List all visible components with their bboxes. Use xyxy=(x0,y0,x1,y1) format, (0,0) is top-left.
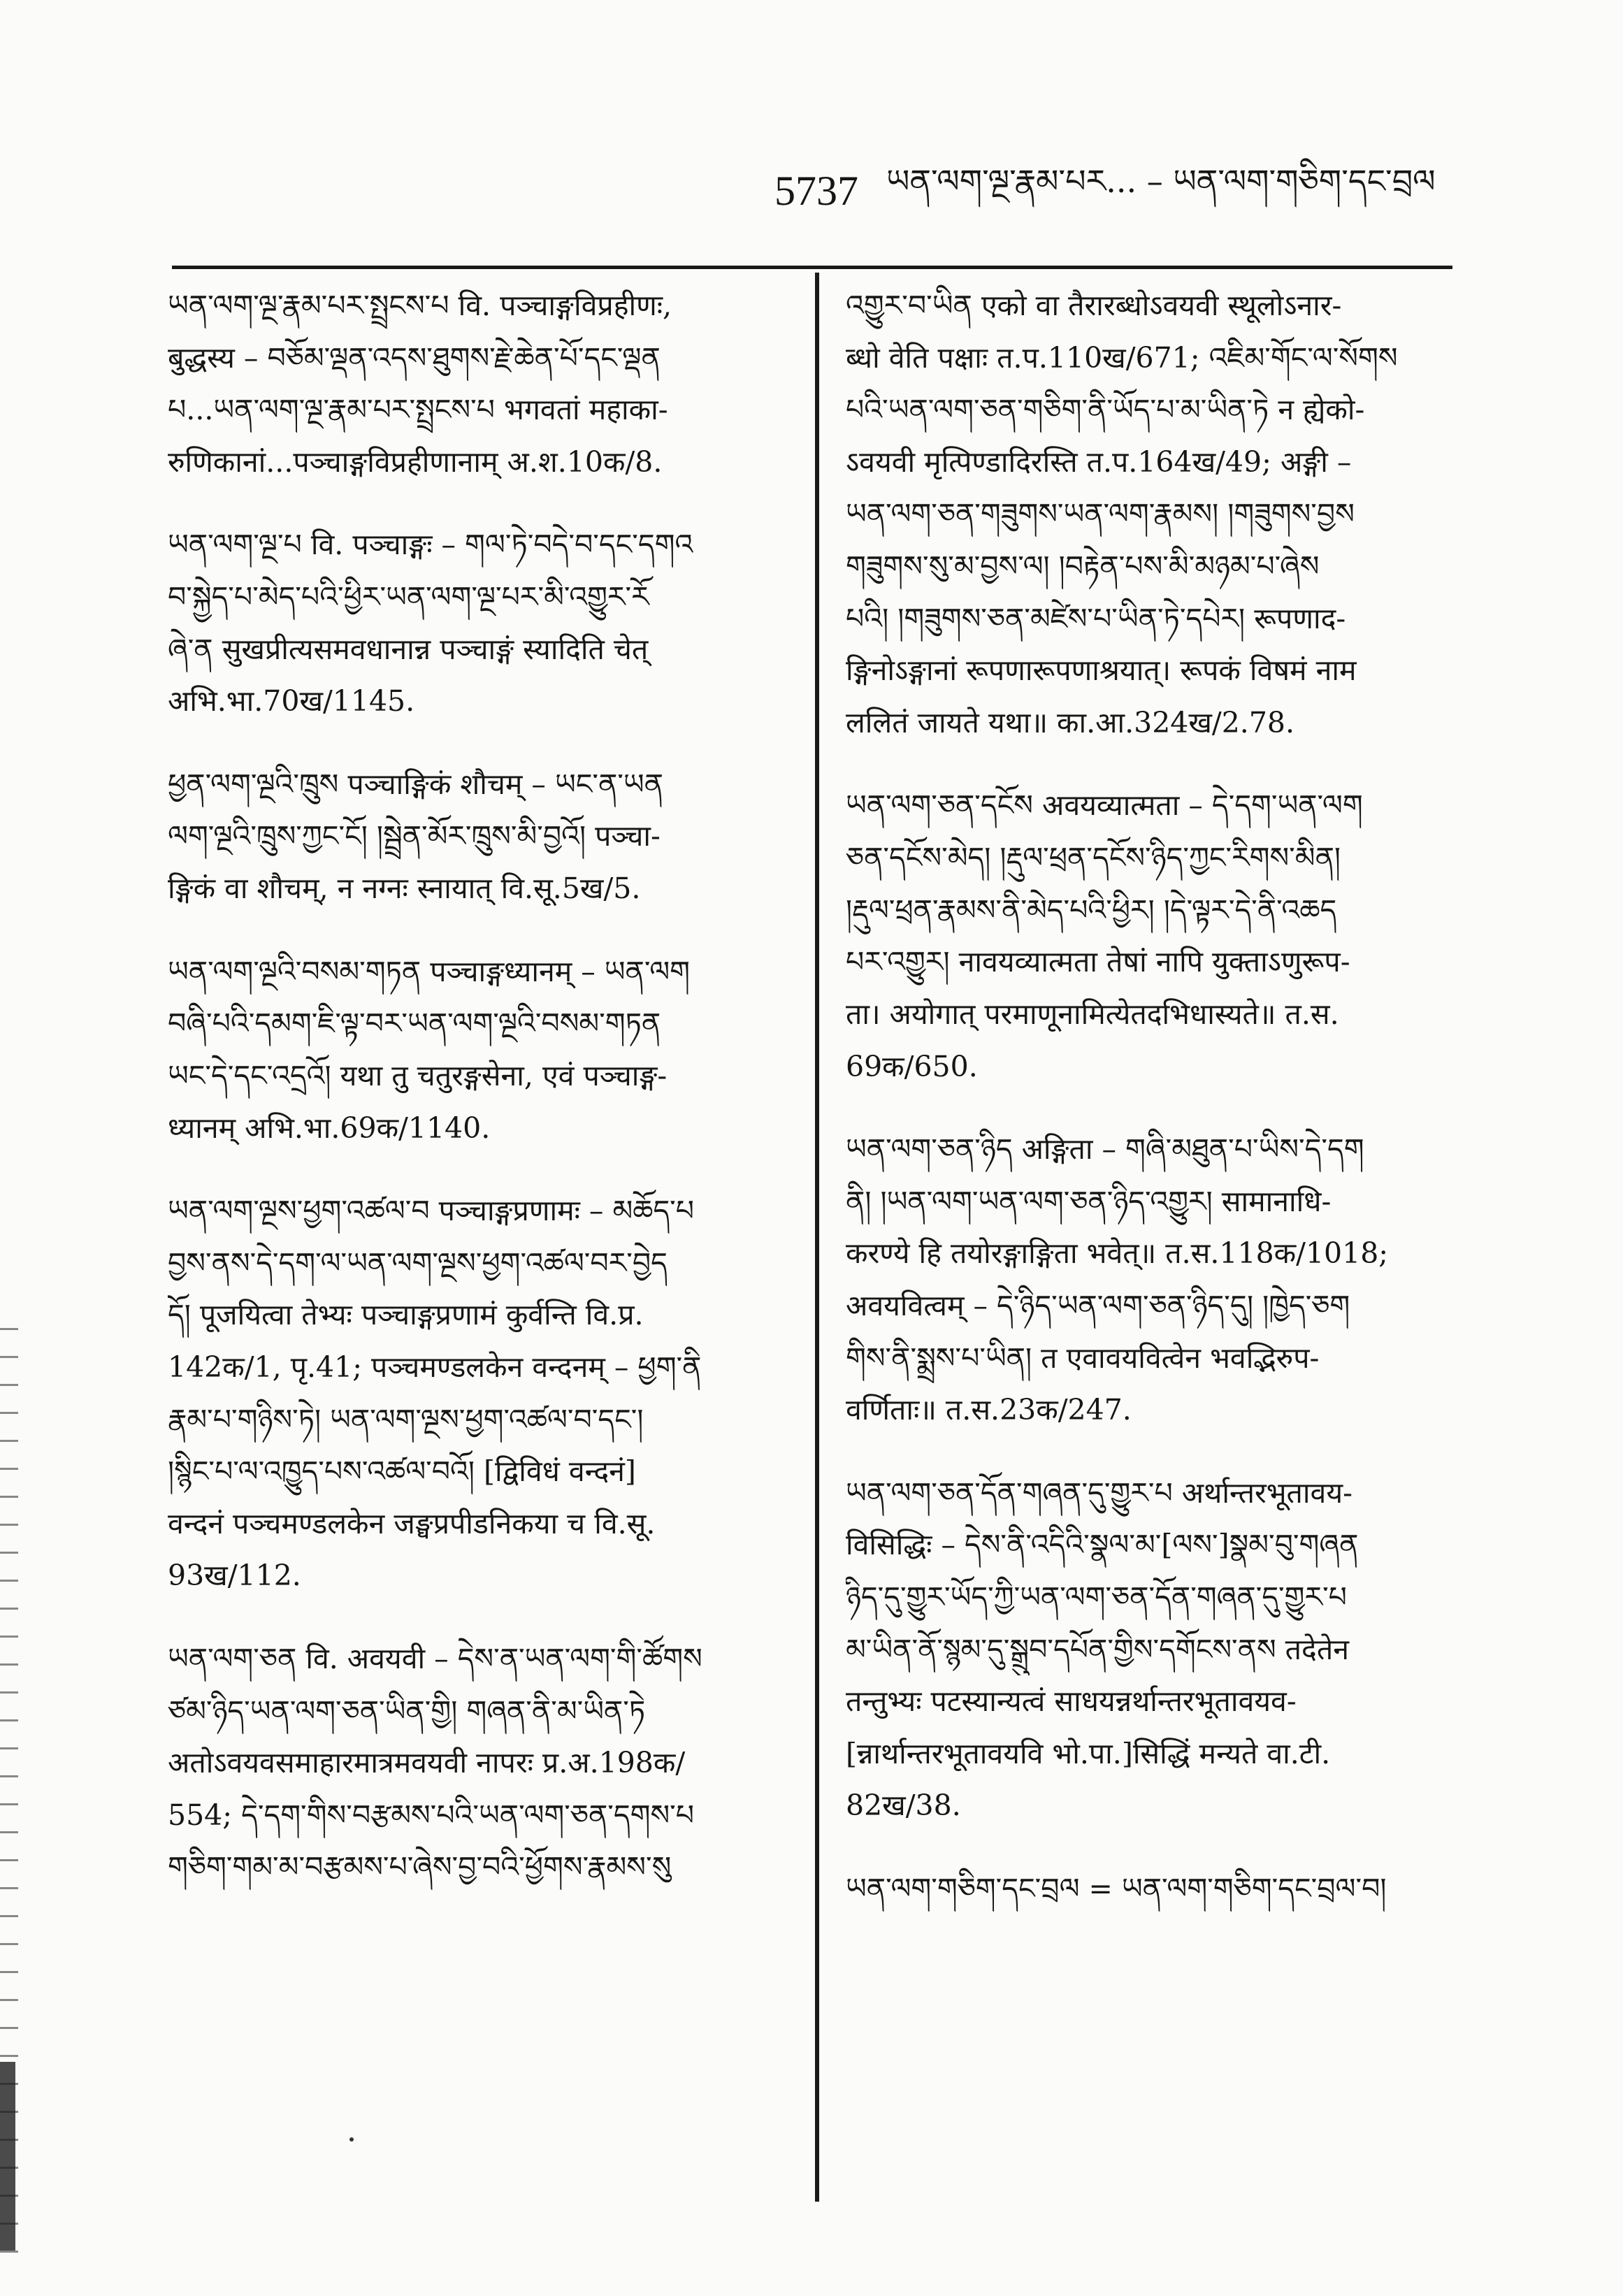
entry-line: དོ། पूजयित्वा तेभ्यः पञ्चाङ्गप्रणामं कुर्वन्ति वि.प्र. xyxy=(168,1298,644,1332)
dictionary-entry xyxy=(846,1863,1475,1915)
right-column xyxy=(846,280,1475,1946)
entry-line: ཅན་དངོས་མེད། །རྡུལ་ཕྲན་དངོས་ཉིད་ཀྱང་རིགས་མིན། xyxy=(846,841,1341,875)
entry-line: འགྱུར་བ་ཡིན एको वा तैरारब्धोऽवयवी स्थूलोऽनार- xyxy=(846,289,1342,322)
entry-line: ཡན་ལག་ལྔའི་བསམ་གཏན पञ्चाङ्गध्यानम् – ཡན་ལག xyxy=(168,954,691,988)
entry-line: ཙམ་ཉིད་ཡན་ལག་ཅན་ཡིན་གྱི། གཞན་ནི་མ་ཡིན་ཏེ xyxy=(168,1694,646,1728)
entry-line: ध्यानम् अभि.भा.69क/1140. xyxy=(168,1111,491,1145)
page-number: 5737 xyxy=(774,167,858,214)
entry-line: ཞེ་ན सुखप्रीत्यसमवधानान्न पञ्चाङ्गं स्यादिति चेत् xyxy=(168,632,649,666)
entry-line: ཡན་ལག་ཅན་ཉིད अङ्गिता – གཞི་མཐུན་པ་ཡིས་དེ་དག xyxy=(846,1132,1364,1167)
entry-line: ཡན་ལག་ཅན་དངོས अवयव्यात्मता – དེ་དག་ཡན་ལག xyxy=(846,788,1363,823)
entry-line: ཕྱན་ལག་ལྔའི་ཁྲུས पञ्चाङ्गिकं शौचम् – ཡང་ན་ཡན xyxy=(168,767,663,801)
entry-line: ཡན་ལག་གཅིག་དང་བྲལ = ཡན་ལག་གཅིག་དང་བྲལ་བ། xyxy=(846,1872,1387,1906)
entry-line: གིས་ནི་སྨྲས་པ་ཡིན། त एवावयवित्वेन भवद्भिरुप- xyxy=(846,1341,1320,1375)
entry-line: མ་ཡིན་ནོ་སྙམ་དུ་སྒྲུབ་དཔོན་གྱིས་དགོངས་ནས तदेतेन xyxy=(846,1632,1349,1666)
dictionary-entry xyxy=(168,1633,797,1893)
entry-line: ཡན་ལག་ལྔ་པ वि. पञ्चाङ्गः – གལ་ཏེ་བདེ་བ་དང་དགའ xyxy=(168,528,693,562)
entry-line: ཡན་ལག་ཅན वि. अवयवी – དེས་ན་ཡན་ལག་གི་ཚོགས xyxy=(168,1642,702,1676)
entry-line: ཡན་ལག་ལྔ་རྣམ་པར་སྤྲངས་པ वि. पञ्चाङ्गविप्रहीणः, xyxy=(168,289,672,322)
dictionary-entry xyxy=(168,280,797,488)
entry-line: ལག་ལྔའི་ཁྲུས་ཀྱང་ངོ། །སྦྲེན་མོར་ཁྲུས་མི་བྱའོ། पञ्चा- xyxy=(168,819,661,853)
entry-line: པ...ཡན་ལག་ལྔ་རྣམ་པར་སྤྲངས་པ भगवतां महाका- xyxy=(168,393,668,427)
entry-line: ब्धो वेति पक्षाः त.प.110ख/671; འཇིམ་གོང་ལ་སོགས xyxy=(846,340,1398,375)
entry-line: ཡན་ལག་ལྔས་ཕྱག་འཚལ་བ पञ्चाङ्गप्रणामः – མཆོད་པ xyxy=(168,1194,695,1228)
entry-line: ऽवयवी मृत्पिण्डादिरस्ति त.प.164ख/49; अङ्गी – xyxy=(846,445,1352,479)
entry-line: རྣམ་པ་གཉིས་ཏེ། ཡན་ལག་ལྔས་ཕྱག་འཚལ་བ་དང་། xyxy=(168,1402,644,1436)
running-head: ཡན་ལག་ལྔ་རྣམ་པར... – ཡན་ལག་གཅིག་དང་བྲལ xyxy=(886,161,1436,200)
page-header xyxy=(774,159,1455,222)
entry-line: གཅིག་གམ་མ་བརྩམས་པ་ཞེས་བྱ་བའི་ཕྱོགས་རྣམས་སུ xyxy=(168,1850,672,1884)
entry-line: པར་འགྱུར། नावयव्यात्मता तेषां नापि युक्ताऽणुरूप- xyxy=(846,945,1350,979)
entry-line: 554; དེ་དག་གིས་བརྩམས་པའི་ཡན་ལག་ཅན་དགས་པ xyxy=(168,1798,695,1832)
column-divider xyxy=(815,273,819,2202)
entry-line: །རྡུལ་ཕྲན་རྣམས་ནི་མེད་པའི་ཕྱིར། །དེ་ལྟར་དེ་ནི་འཆད xyxy=(846,893,1337,927)
entry-line: ङ्गिकं वा शौचम्, न नग्नः स्नायात् वि.सू.5ख/5. xyxy=(168,872,641,906)
entry-line: 82ख/38. xyxy=(846,1789,961,1823)
left-column xyxy=(168,280,797,1924)
entry-line: བ་སྐྱེད་པ་མེད་པའི་ཕྱིར་ཡན་ལག་ལྔ་པར་མི་འགྱུར་རོ xyxy=(168,580,649,614)
dictionary-entry xyxy=(846,1123,1475,1436)
header-rule xyxy=(172,266,1452,269)
entry-line: ནི། །ཡན་ལག་ཡན་ལག་ཅན་ཉིད་འགྱུར། सामानाधि- xyxy=(846,1184,1332,1218)
speck xyxy=(349,2137,354,2142)
entry-line: रुणिकानां...पञ्चाङ्गविप्रहीणानाम् अ.श.10क/8. xyxy=(168,445,663,479)
dictionary-entry xyxy=(846,1467,1475,1832)
entry-line: वर्णिताः॥ त.स.23क/247. xyxy=(846,1393,1132,1427)
entry-line: པའི་ཡན་ལག་ཅན་གཅིག་ནི་ཡོད་པ་མ་ཡིན་ཏེ न ह्येको- xyxy=(846,393,1365,427)
entry-line: 142क/1, पृ.41; पञ्चमण्डलकेन वन्दनम् – ཕྱག་ནི xyxy=(168,1350,702,1384)
entry-line: तन्तुभ्यः पटस्यान्यत्वं साधयन्नर्थान्तरभूतावयव- xyxy=(846,1684,1297,1719)
entry-line: वन्दनं पञ्चमण्डलकेन जङ्घप्रपीडनिकया च वि.सू. xyxy=(168,1506,656,1540)
dictionary-entry xyxy=(168,1185,797,1602)
entry-line: པའི། །གཟུགས་ཅན་མཛེས་པ་ཡིན་ཏེ་དཔེར། रूपणाद- xyxy=(846,601,1346,635)
entry-line: ཡན་ལག་ཅན་གཟུགས་ཡན་ལག་རྣམས། །གཟུགས་བྱས xyxy=(846,497,1355,531)
entry-line: अवयवित्वम् – དེ་ཉིད་ཡན་ལག་ཅན་ཉིད་དུ། །ཁྱེད་ཅག xyxy=(846,1288,1350,1322)
entry-line: ङ्गिनोऽङ्गानां रूपणारूपणाश्रयात्। रूपकं विषमं नाम xyxy=(846,654,1357,688)
entry-line: བཞི་པའི་དམག་ཇི་ལྟ་བར་ཡན་ལག་ལྔའི་བསམ་གཏན xyxy=(168,1006,661,1041)
entry-line: करण्ये हि तयोरङ्गाङ्गिता भवेत्॥ त.स.118क/1018; xyxy=(846,1236,1389,1271)
entry-line: 93ख/112. xyxy=(168,1559,301,1593)
entry-line: ཡན་ལག་ཅན་དོན་གཞན་དུ་གྱུར་པ अर्थान्तरभूतावय- xyxy=(846,1475,1352,1510)
entry-line: ཡང་དེ་དང་འདྲའོ། यथा तु चतुरङ्गसेना, एवं पञ्चाङ्ग- xyxy=(168,1058,668,1092)
entry-line: ཉིད་དུ་གྱུར་ཡོད་ཀྱི་ཡན་ལག་ཅན་དོན་གཞན་དུ་གྱུར་པ xyxy=(846,1580,1347,1615)
dictionary-entry xyxy=(846,280,1475,749)
dictionary-entry xyxy=(168,519,797,727)
entry-line: བྱས་ནས་དེ་དག་ལ་ཡན་ལག་ལྔས་ཕྱག་འཚལ་བར་བྱེད xyxy=(168,1246,668,1280)
entry-line: अभि.भा.70ख/1145. xyxy=(168,684,415,719)
entry-line: །སྙིང་པ་ལ་འཁྱུད་པས་འཚལ་བའོ། [द्विविधं वन्दनं] xyxy=(168,1454,636,1489)
entry-line: [न्नार्थान्तरभूतावयवि भो.पा.]सिद्धिं मन्यते वा.टी. xyxy=(846,1736,1331,1770)
dictionary-entry xyxy=(846,779,1475,1092)
entry-line: बुद्धस्य – བཅོམ་ལྡན་འདས་ཐུགས་རྗེ་ཆེན་པོ་དང་ལྡན xyxy=(168,340,661,375)
scan-edge-shadow xyxy=(0,2062,15,2251)
dictionary-entry xyxy=(168,946,797,1154)
entry-line: 69क/650. xyxy=(846,1049,978,1083)
entry-line: अतोऽवयवसमाहारमात्रमवयवी नापरः प्र.अ.198क/ xyxy=(168,1746,686,1780)
dictionary-entry xyxy=(168,758,797,915)
entry-line: ललितं जायते यथा॥ का.आ.324ख/2.78. xyxy=(846,705,1295,739)
entry-line: विसिद्धिः – དེས་ནི་འདིའི་སྣལ་མ་[ལས་]སྣམ་བུ་གཞན xyxy=(846,1528,1359,1562)
entry-line: གཟུགས་སུ་མ་བྱས་ལ། །བརྟེན་པས་མི་མཉམ་པ་ཞེས xyxy=(846,549,1320,584)
entry-line: ता। अयोगात् परमाणूनामित्येतदभिधास्यते॥ त.स. xyxy=(846,997,1339,1031)
